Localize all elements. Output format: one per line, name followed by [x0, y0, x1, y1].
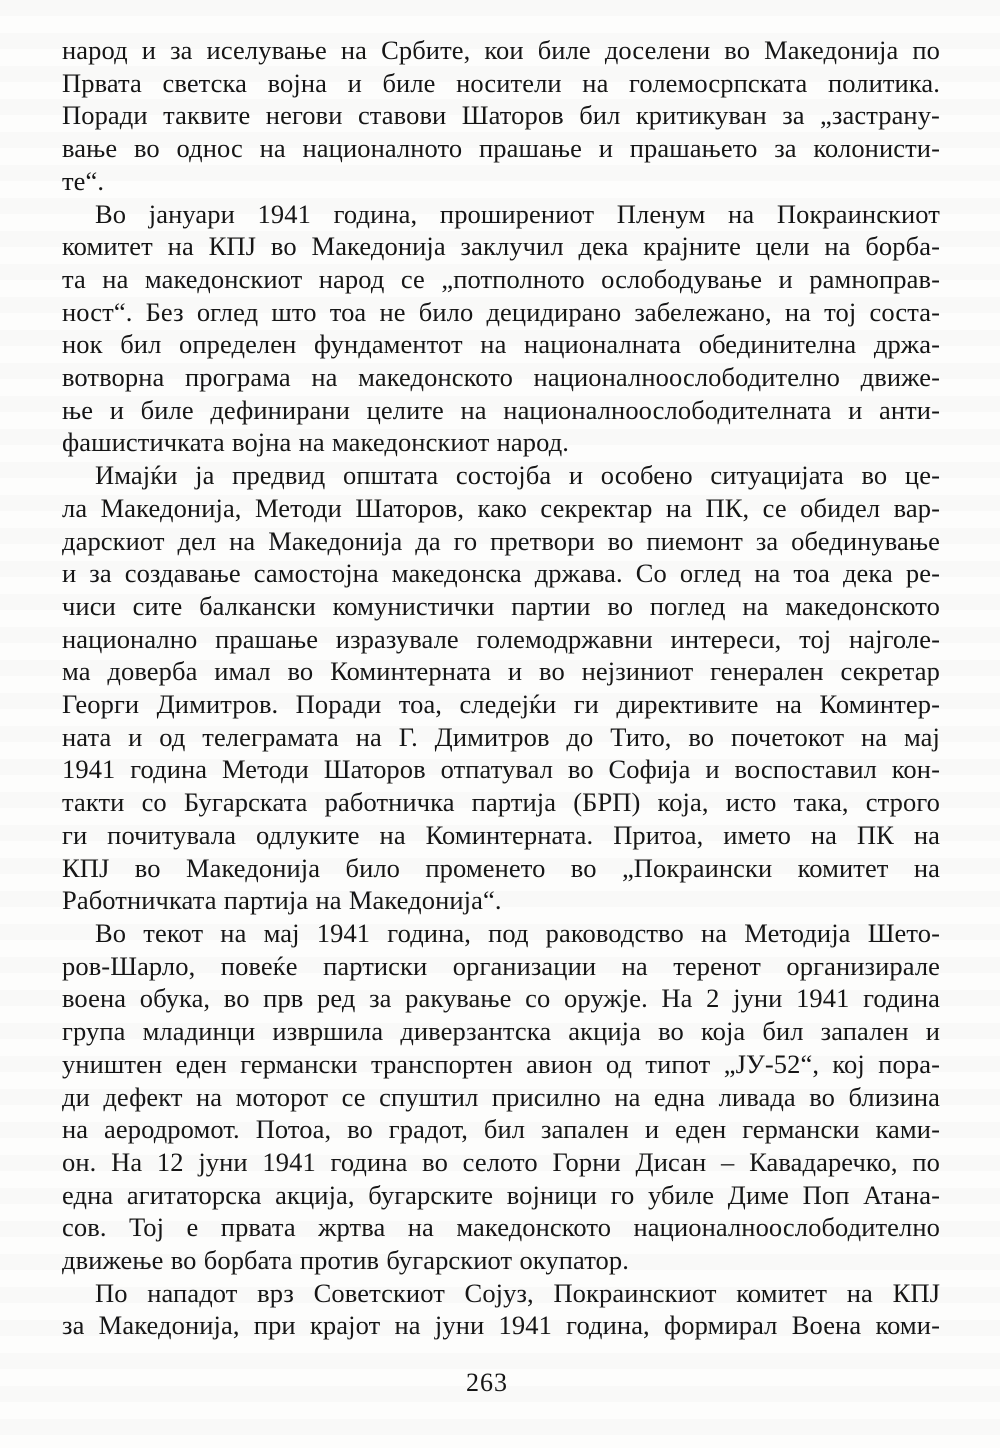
text-line: он. На 12 јуни 1941 година во селото Горни Дисан – Кавадаречко, по	[62, 1146, 940, 1177]
text-line: група младинци извршила диверзантска акција во која бил запален и	[62, 1016, 940, 1047]
text-line: Во текот на мај 1941 година, под раководство на Методија Шето-	[95, 917, 940, 948]
text-line: ње и биле дефинирани целите на националноослободителната и анти-	[62, 394, 940, 425]
text-line: комитет на КПЈ во Македонија заклучил дека крајните цели на борба-	[62, 231, 940, 262]
text-line: ма доверба имал во Коминтерната и во нејзиниот генерален секретар	[62, 656, 940, 687]
paragraph	[62, 459, 940, 917]
text-line: сов. Тој е првата жртва на македонското националноослободително	[62, 1212, 940, 1243]
text-line: Поради таквите негови ставови Шаторов бил критикуван за „застрану-	[62, 100, 940, 131]
text-line: ги почитувала одлуките на Коминтерната. Притоа, името на ПК на	[62, 819, 940, 850]
text-block	[62, 34, 940, 1342]
text-line: Првата светска војна и биле носители на големосрпската политика.	[62, 67, 940, 98]
text-line: ров-Шарло, повеќе партиски организации на теренот организирале	[62, 950, 940, 981]
text-line: една агитаторска акција, бугарските војници го убиле Диме Поп Атана-	[62, 1179, 940, 1210]
text-line: фашистичката војна на македонскиот народ.	[62, 427, 569, 458]
paragraph	[62, 1277, 940, 1342]
text-line: 1941 година Методи Шаторов отпатувал во Софија и воспоставил кон-	[62, 754, 940, 785]
text-line: те“.	[62, 165, 105, 196]
paragraph	[62, 198, 940, 460]
text-line: ла Македонија, Методи Шаторов, како секректар на ПК, се обидел вар-	[62, 492, 940, 523]
text-line: и за создавање самостојна македонска држава. Со оглед на тоа дека ре-	[62, 558, 940, 589]
text-line: вотворна програма на македонското националноослободително движе-	[62, 362, 940, 393]
text-line: на аеродромот. Потоа, во градот, бил запален и еден германски ками-	[62, 1114, 940, 1145]
text-line: нок бил определен фундаментот на националната обединителна држа-	[62, 329, 940, 360]
text-line: Во јануари 1941 година, проширениот Пленум на Покраинскиот	[95, 198, 940, 229]
text-line: По нападот врз Советскиот Сојуз, Покраинскиот комитет на КПЈ	[95, 1277, 940, 1308]
text-line: дарскиот дел на Македонија да го претвори во пиемонт за обединување	[62, 525, 940, 556]
text-line: ност“. Без оглед што тоа не било децидирано забележано, на тој соста-	[62, 296, 940, 327]
paragraph	[62, 917, 940, 1277]
text-line: та на македонскиот народ се „потполното ослободување и рамноправ-	[62, 263, 940, 294]
page-number: 263	[466, 1368, 508, 1397]
text-line: вање во однос на националното прашање и прашањето за колонисти-	[62, 133, 940, 164]
text-line: Георги Димитров. Поради тоа, следејќи ги директивите на Коминтер-	[62, 689, 940, 720]
paragraph	[62, 34, 940, 198]
text-line: ната и од телеграмата на Г. Димитров до Тито, во почетокот на мај	[62, 721, 940, 752]
text-line: КПЈ во Македонија било променето во „Покраински комитет на	[62, 852, 940, 883]
text-line: воена обука, во прв ред за ракување со оружје. На 2 јуни 1941 година	[62, 983, 940, 1014]
text-line: Имајќи ја предвид општата состојба и особено ситуацијата во це-	[95, 460, 940, 491]
text-line: такти со Бугарската работничка партија (БРП) која, исто така, строго	[62, 787, 940, 818]
text-line: чиси сите балкански комунистички партии во поглед на македонското	[62, 590, 940, 621]
text-line: Работничката партија на Македонија“.	[62, 885, 502, 916]
text-line: за Македонија, при крајот на јуни 1941 година, формирал Воена коми-	[62, 1310, 940, 1341]
text-line: народ и за иселување на Србите, кои биле доселени во Македонија по	[62, 35, 940, 65]
text-line: уништен еден германски транспортен авион од типот „ЈУ-52“, кој пора-	[62, 1048, 940, 1079]
text-line: ди дефект на моторот се спуштил присилно на една ливада во близина	[62, 1081, 940, 1112]
text-line: движење во борбата против бугарскиот окупатор.	[62, 1245, 629, 1276]
text-line: национално прашање изразувале големодржавни интереси, тој најголе-	[62, 623, 940, 654]
